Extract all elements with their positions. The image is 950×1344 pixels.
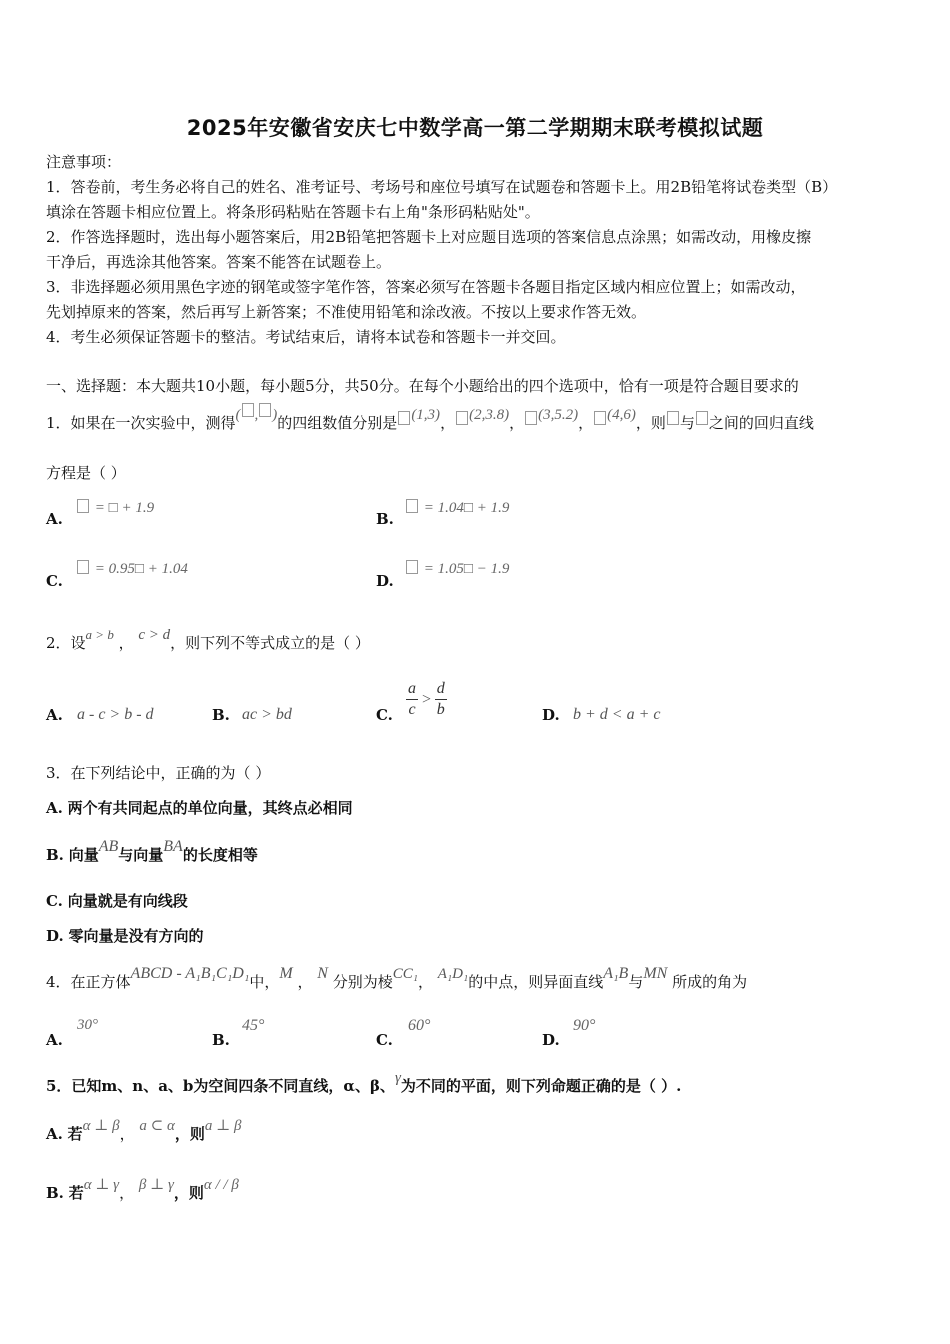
question-3-stem: 3．在下列结论中，正确的为（ ）: [46, 764, 271, 782]
q2-option-b-label: B.: [212, 706, 230, 724]
q1-option-a: = □ + 1.9: [76, 498, 154, 517]
notice-line-2: 填涂在答题卡相应位置上。将条形码粘贴在答题卡右上角"条形码粘贴处"。: [46, 203, 540, 221]
q1-option-d: = 1.05□ − 1.9: [405, 559, 509, 578]
q4-option-c-label: C.: [376, 1031, 393, 1049]
notice-line-6: 先划掉原来的答案，然后再写上新答案；不准使用铅笔和涂改液。不按以上要求作答无效。: [46, 303, 647, 321]
question-2-stem: 2．设a > b ， c > d，则下列不等式成立的是（ ）: [46, 627, 370, 652]
question-1-stem-2: 方程是（ ）: [46, 464, 126, 482]
q1-option-b: = 1.04□ + 1.9: [405, 498, 509, 517]
q2-option-d-label: D.: [542, 706, 560, 724]
notice-line-3: 2．作答选择题时，选出每小题答案后，用2B铅笔把答题卡上对应题目选项的答案信息点涂黑；如需改动，用橡皮擦: [46, 228, 812, 246]
q1-option-c: = 0.95□ + 1.04: [76, 559, 188, 578]
q2-option-d: b + d < a + c: [573, 706, 661, 723]
q4-option-d-label: D.: [542, 1031, 560, 1049]
q1-option-b-label: B.: [376, 510, 394, 528]
q3-option-b: B. 向量AB与向量BA的长度相等: [46, 838, 258, 864]
q2-option-b: ac > bd: [242, 706, 292, 723]
q1-option-c-label: C.: [46, 572, 63, 590]
q4-option-a-label: A.: [46, 1031, 63, 1049]
q3-option-d: D. 零向量是没有方向的: [46, 927, 204, 945]
var-box: [398, 411, 410, 425]
notice-line-7: 4．考生必须保证答题卡的整洁。考试结束后，请将本试卷和答题卡一并交回。: [46, 328, 566, 346]
notice-heading: 注意事项：: [46, 153, 122, 171]
q2-option-c-label: C.: [376, 706, 393, 724]
notice-line-4: 干净后，再选涂其他答案。答案不能答在试题卷上。: [46, 253, 392, 271]
page-title: 2025年安徽省安庆七中数学高一第二学期期末联考模拟试题: [186, 116, 764, 140]
var-pair: ( , ): [236, 407, 278, 423]
q5-option-b: B. 若α ⊥ γ， β ⊥ γ，则α / / β: [46, 1177, 239, 1202]
q4-option-d: 90°: [573, 1017, 596, 1034]
fraction-d-over-b: $\frac{d}{b}$: [436, 680, 445, 718]
q5-option-a: A. 若α ⊥ β， a ⊂ α，则a ⊥ β: [46, 1118, 242, 1143]
q1-option-d-label: D.: [376, 572, 394, 590]
q2-option-a: a - c > b - d: [77, 706, 154, 723]
q4-option-a: 30°: [77, 1017, 98, 1033]
question-5-stem: 5．已知m、n、a、b为空间四条不同直线，α、β、γ为不同的平面，则下列命题正确的是（ ）.: [46, 1070, 682, 1095]
section-heading: 一、选择题：本大题共10小题，每小题5分，共50分。在每个小题给出的四个选项中，恰有一项是符合题目要求的: [46, 377, 799, 395]
q3-option-c: C. 向量就是有向线段: [46, 892, 188, 910]
notice-line-5: 3．非选择题必须用黑色字迹的钢笔或签字笔作答，答案必须写在答题卡各题目指定区域内相应位置上；如需改动，: [46, 278, 806, 296]
notice-line-1: 1．答卷前，考生务必将自己的姓名、准考证号、考场号和座位号填写在试题卷和答题卡上。用2B铅笔将试卷类型（B）: [46, 178, 838, 196]
fraction-a-over-c: $\frac{a}{c}$: [408, 680, 416, 718]
q4-option-b-label: B.: [212, 1031, 230, 1049]
q4-option-c: 60°: [408, 1017, 431, 1034]
q3-option-a: A. 两个有共同起点的单位向量，其终点必相同: [46, 799, 353, 817]
q1-option-a-label: A.: [46, 510, 63, 528]
q2-option-a-label: A.: [46, 706, 63, 724]
question-4-stem: 4．在正方体ABCD - A₁B₁C₁D₁中，M ， N 分别为棱CC₁， A₁D₁的中点，则异面直线A₁B与MN 所成的角为: [46, 965, 748, 991]
q2-option-c: $\frac{a}{c}$ > $\frac{d}{b}$: [408, 680, 445, 718]
question-1-stem: 1．如果在一次实验中，测得( , )的四组数值分别是 (1,3)， (2,3.8)， (3,5.2)， (4,6)，则 与 之间的回归直线: [46, 413, 814, 434]
q4-option-b: 45°: [242, 1017, 265, 1034]
